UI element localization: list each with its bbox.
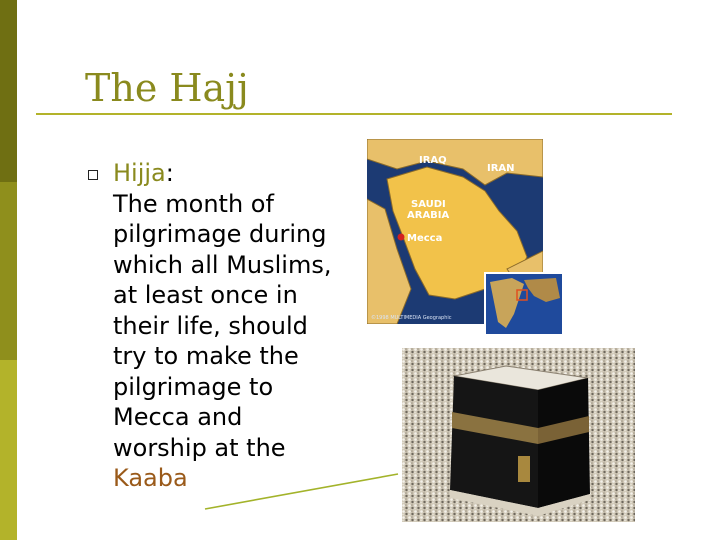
globe-inset-drawing xyxy=(484,272,564,336)
bullet-line: worship at the xyxy=(113,433,286,462)
bullet-line: pilgrimage during xyxy=(113,220,327,248)
bullet-term-line xyxy=(113,158,368,189)
kaaba-highlight: Kaaba xyxy=(113,464,188,492)
bullet-line: Mecca and xyxy=(113,403,243,431)
title-underline xyxy=(36,113,672,115)
side-bar-bottom-segment xyxy=(0,360,17,540)
kaaba-photo xyxy=(402,348,635,522)
map-label-arabia: ARABIA xyxy=(407,210,450,221)
map-label-mecca: Mecca xyxy=(407,233,443,244)
bullet-marker-icon xyxy=(88,170,98,180)
bullet-line: The month of xyxy=(113,189,274,218)
map-credit: ©1998 MULTIMEDIA Geographic xyxy=(371,315,452,321)
side-bar-middle-segment xyxy=(0,182,17,360)
bullet-line: try to make the xyxy=(113,342,299,370)
slide-title: The Hajj xyxy=(85,66,249,110)
map-label-iran: IRAN xyxy=(487,163,515,174)
side-bar-top-segment xyxy=(0,0,17,182)
globe-inset-map xyxy=(484,272,564,336)
kaaba-photo-drawing xyxy=(402,348,635,522)
map-label-iraq: IRAQ xyxy=(419,155,447,166)
bullet-line: pilgrimage to xyxy=(113,372,274,401)
bullet-term-colon: : xyxy=(165,159,174,187)
bullet-line: at least once in xyxy=(113,281,298,309)
decorative-side-bar xyxy=(0,0,17,540)
bullet-text xyxy=(113,158,368,494)
bullet-line: which all Muslims, xyxy=(113,250,332,279)
bullet-term: Hijja xyxy=(113,159,166,187)
map-label-saudi: SAUDI xyxy=(411,199,446,210)
bullet-line: their life, should xyxy=(113,311,308,340)
